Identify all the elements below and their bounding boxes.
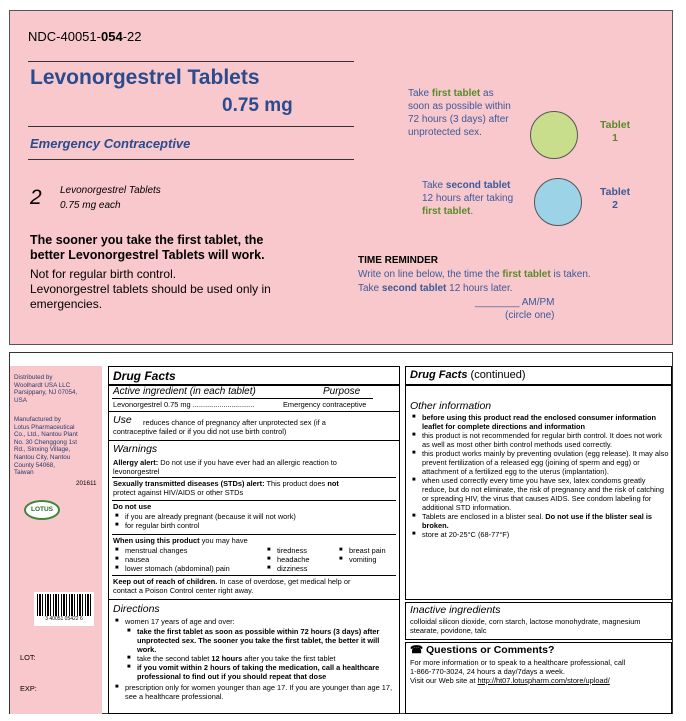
- time-entry-field: ________ AM/PM (circle one): [475, 297, 555, 321]
- directions-header: Directions: [113, 603, 160, 615]
- tablet1-instructions: Take first tablet as soon as possible within 72 hours (3 days) after unprotected sex.: [408, 88, 511, 138]
- label-code: 201611: [76, 480, 97, 487]
- sooner-statement: The sooner you take the first tablet, the better Levonorgestrel Tablets will work.: [30, 233, 265, 262]
- do-not-use-header: Do not use: [113, 502, 152, 511]
- front-panel: [9, 10, 673, 345]
- ndc-number: NDC-40051-054-22: [28, 29, 142, 44]
- questions-panel: [405, 642, 672, 714]
- drug-facts-panel: [108, 366, 400, 714]
- std-alert: Sexually transmitted diseases (STDs) alert: This product does not protect against HIV/AIDS or other STDs: [113, 479, 339, 497]
- tablet-count: 2: [30, 186, 42, 209]
- use-text-2: contraceptive failed or if you did not use birth control): [113, 427, 287, 436]
- website-link[interactable]: http://ht07.lotuspharm.com/store/upload/: [477, 676, 610, 685]
- lot-label: LOT:: [20, 653, 36, 662]
- manufacturer: Manufactured by Lotus Pharmaceutical Co., Ltd., Nantou Plant No. 30 Chenggong 1st Rd., Sinxing Village, Nantou City, Nantou County 54068, Taiwan: [14, 416, 78, 477]
- distributor: Distributed by Woolhardt USA LLC Parsippany, NJ 07054, USA: [14, 374, 78, 404]
- directions-sublist: ■ take the first tablet as soon as possible within 72 hours (3 days) after unprotected sex. The sooner you take the first tablet, the better it will work. ■ take the second tablet 12 hours after you take the first tablet ■ if you vomit within 2 hours of taking the medication, call a healthcare professional to find out if you should repeat that dose: [125, 627, 393, 681]
- time-reminder-text: Write on line below, the time the first tablet is taken. Take second tablet 12 hours later.: [358, 269, 591, 294]
- usage-note: Not for regular birth control. Levonorgestrel tablets should be used only in emergencies.: [30, 267, 271, 311]
- product-subtitle: Emergency Contraceptive: [30, 136, 191, 151]
- tablet2-instructions: Take second tablet 12 hours after taking first tablet.: [422, 180, 514, 217]
- purpose: Emergency contraceptive: [283, 400, 367, 409]
- purpose-header: Purpose: [323, 386, 361, 397]
- do-not-use-list: ■ if you are already pregnant (because it will not work) ■ for regular birth control: [113, 512, 296, 530]
- barcode: 3 40051 05422 6: [34, 592, 94, 626]
- allergy-alert: Allergy alert: Do not use if you have ever had an allergic reaction to levonorgestrel: [113, 458, 337, 476]
- side-effects-col1: ■ menstrual changes ■ nausea ■ lower stomach (abdominal) pain: [113, 546, 263, 573]
- side-strip: [10, 366, 102, 714]
- drug-facts-title: Drug Facts: [113, 369, 176, 383]
- directions-list: ■ women 17 years of age and over:: [113, 617, 397, 626]
- tablet1-circle: [530, 111, 578, 159]
- inactive-ingredients-panel: [405, 602, 672, 640]
- use-header: Use: [113, 414, 132, 426]
- side-effects-col2: ■ tiredness ■ headache ■ dizziness: [265, 546, 335, 573]
- directions-list-2: ■ prescription only for women younger than age 17. If you are younger than age 17, see a healthcare professional.: [113, 683, 397, 701]
- other-info-header: Other information: [410, 400, 492, 412]
- tablet2-circle: [534, 178, 582, 226]
- drug-facts-continued-panel: [405, 366, 672, 600]
- drug-facts-continued-title: Drug Facts (continued): [410, 369, 526, 381]
- questions-text: For more information or to speak to a healthcare professional, call 1-866-770-3024, 24 hours a day/7days a week. Visit our Web site at http://ht07.lotuspharm.com/store/upload/: [410, 658, 626, 685]
- use-text-1: reduces chance of pregnancy after unprotected sex (if a: [143, 418, 326, 427]
- active-ingredient-header: Active ingredient (in each tablet): [113, 386, 256, 397]
- tablet2-label: Tablet 2: [600, 186, 631, 211]
- product-title: Levonorgestrel Tablets: [30, 66, 260, 89]
- warnings-header: Warnings: [113, 443, 158, 455]
- phone-icon: ☎: [410, 644, 424, 656]
- inactive-ingredients-text: colloidal silicon dioxide, corn starch, lactose monohydrate, magnesium stearate, povidone, talc: [410, 617, 641, 635]
- side-effects-col3: ■ breast pain ■ vomiting: [337, 546, 399, 564]
- exp-label: EXP:: [20, 684, 37, 693]
- keep-out-of-reach: Keep out of reach of children. In case of overdose, get medical help or contact a Poison Control center right away.: [113, 577, 351, 595]
- time-reminder-title: TIME REMINDER: [358, 255, 438, 266]
- tablet1-label: Tablet 1: [600, 119, 631, 144]
- active-ingredient: Levonorgestrel 0.75 mg ..............................: [113, 400, 255, 409]
- count-description: Levonorgestrel Tablets 0.75 mg each: [60, 185, 161, 211]
- inactive-ingredients-header: Inactive ingredients: [410, 604, 501, 616]
- product-strength: 0.75 mg: [222, 95, 293, 116]
- other-info-list: ■ before using this product read the enclosed consumer information leaflet for complete directions and information ■ this product is not recommended for regular birth control. It does not work as well as most other birth control methods used correctly. ■ this product works mainly by preventing ovulation (egg release). It may also prevent fertilization of a released egg (joining of sperm and egg) or attachment of a fertilized egg to the uterus (implantation). ■ when used correctly every time you have sex, latex condoms greatly reduce, but do not eliminate, the risk of pregnancy and the risk of catching or spreading HIV, the virus that causes AIDS. See condom labeling for additional STD information. ■ Tablets are enclosed in a blister seal. Do not use if the blister seal is broken. ■ store at 20-25°C (68-77°F): [410, 413, 669, 539]
- questions-header: ☎ Questions or Comments?: [410, 644, 555, 656]
- lotus-logo: LOTUS: [24, 500, 60, 520]
- when-using-header: When using this product you may have: [113, 536, 248, 545]
